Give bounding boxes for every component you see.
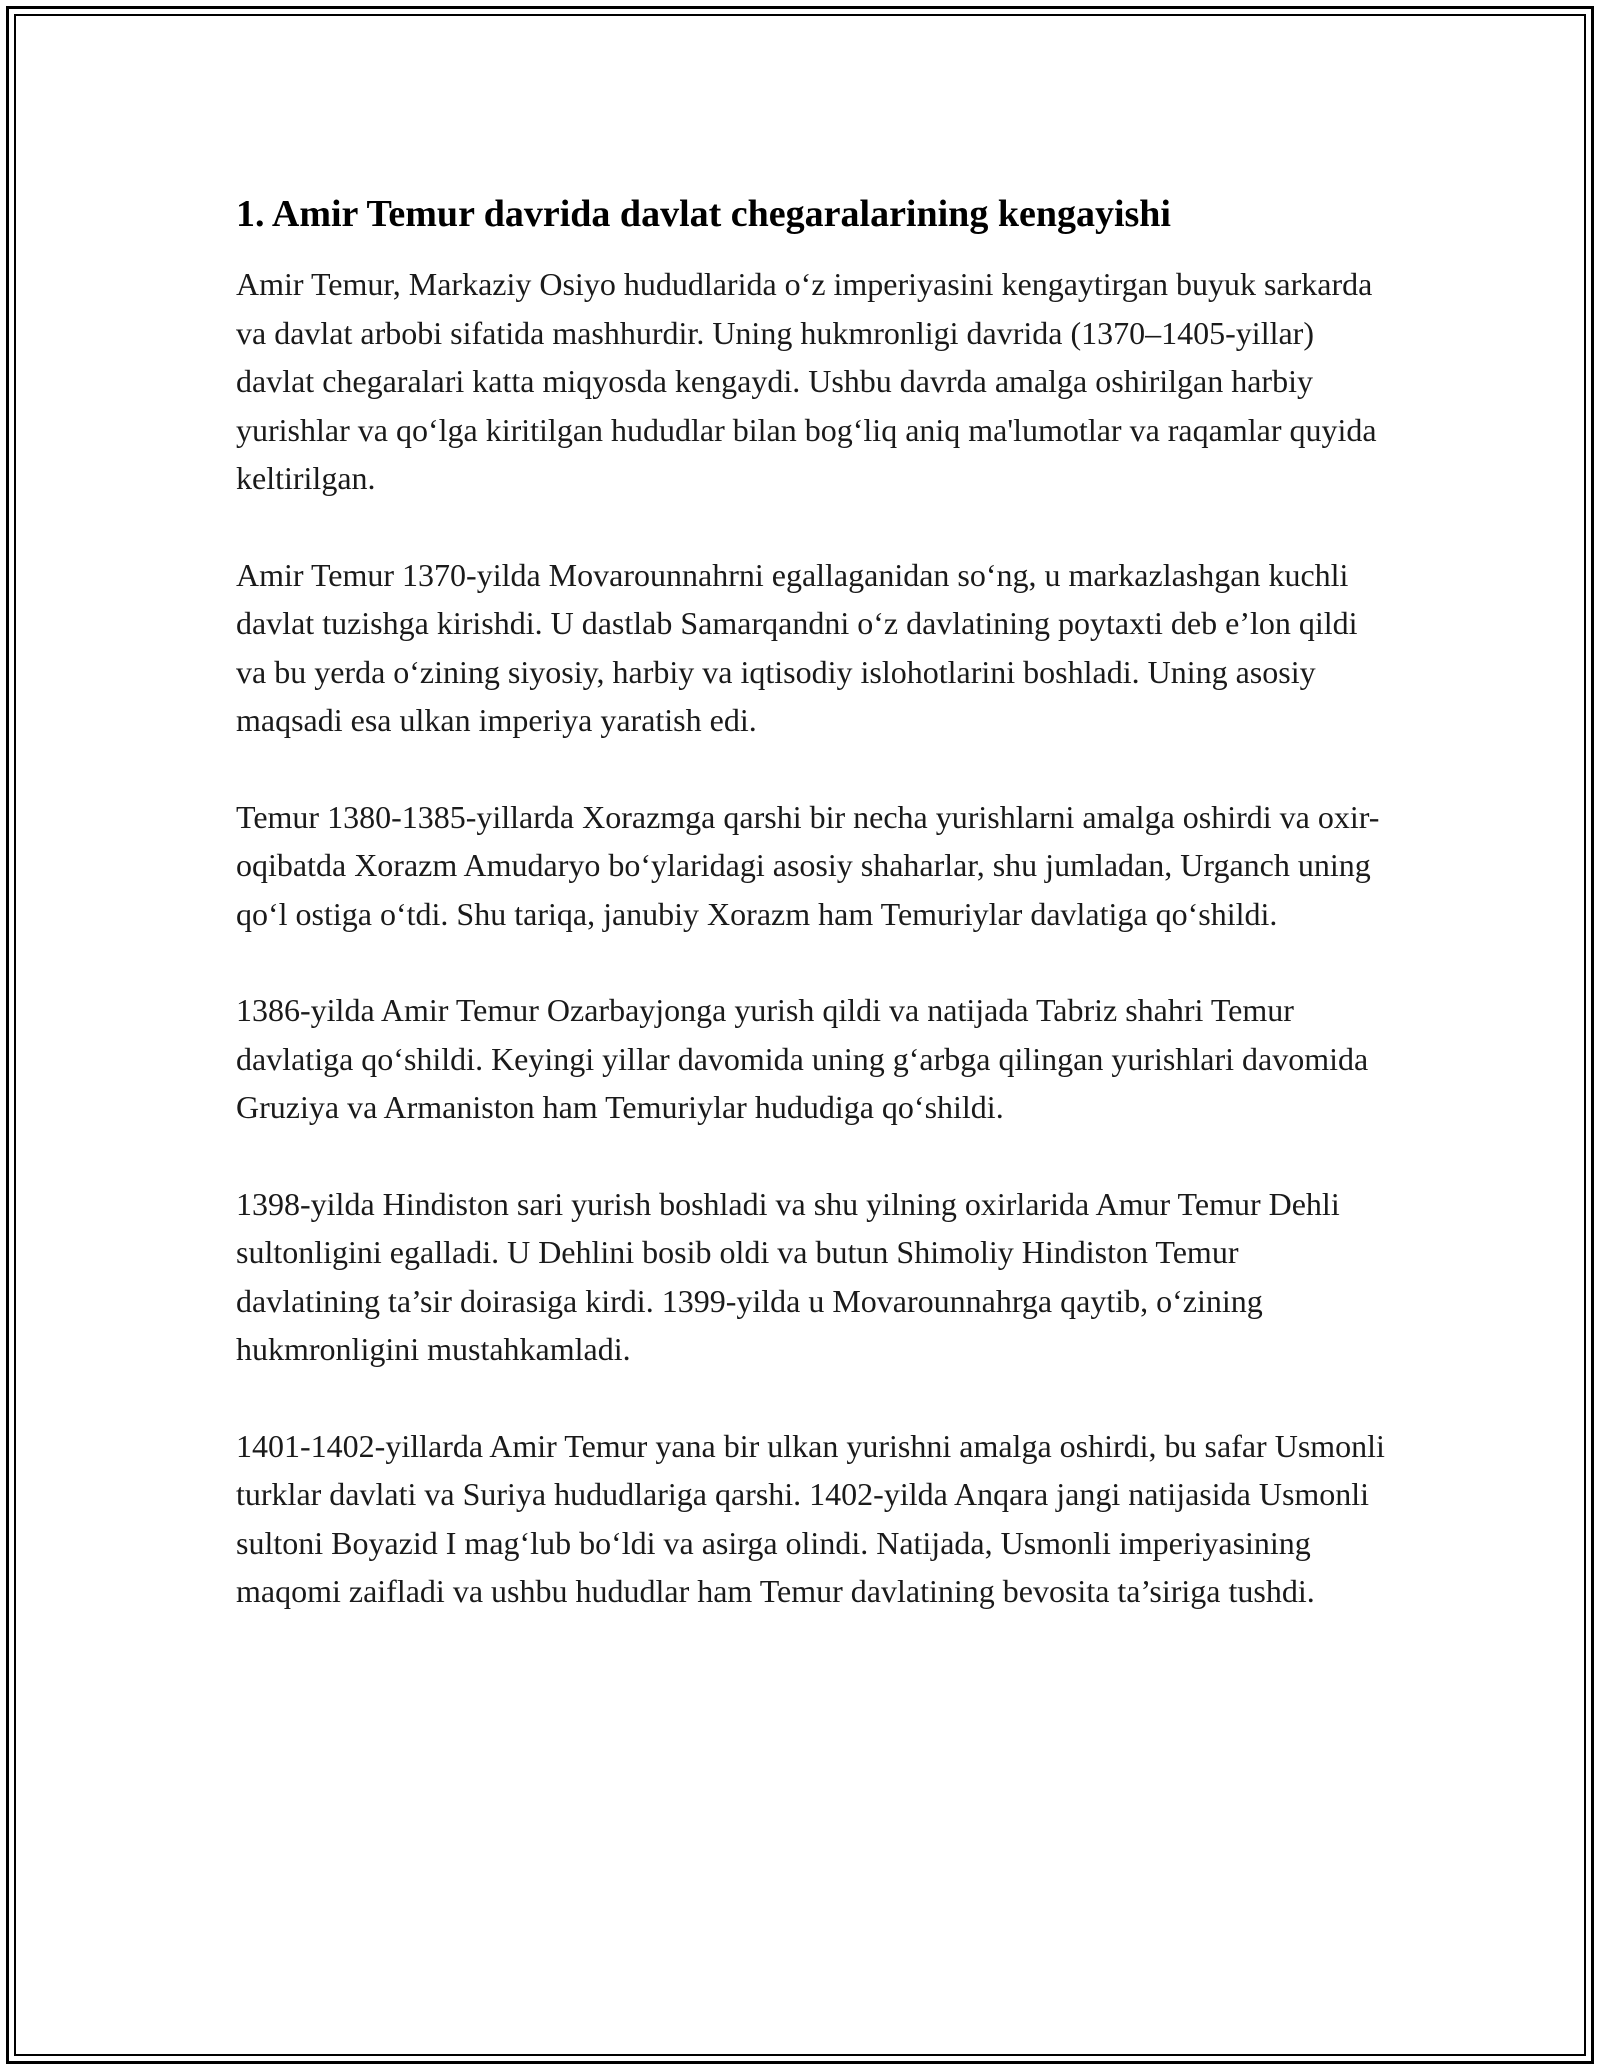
paragraph-xorazm: Temur 1380-1385-yillarda Xorazmga qarshi bir necha yurishlarni amalga oshirdi va oxir-oqibatda Xorazm Amudaryo bo‘ylaridagi asosiy shaharlar, shu jumladan, Urganch uning qo‘l ostiga o‘tdi. Shu tariqa, janubiy Xorazm ham Temuriylar davlatiga qo‘shildi.	[236, 798, 1380, 932]
paragraph-intro: Amir Temur, Markaziy Osiyo hududlarida o‘z imperiyasini kengaytirgan buyuk sarkarda va davlat arbobi sifatida mashhurdir. Uning hukmronligi davrida (1370–1405-yillar) davlat chegaralari katta miqyosda kengaydi. Ushbu davrda amalga oshirilgan harbiy yurishlar va qo‘lga kiritilgan hududlar bilan bog‘liq aniq ma'lumotlar va raqamlar quyida keltirilgan.	[236, 266, 1377, 496]
document-body	[236, 188, 1386, 1664]
paragraph-ozarbayjon: 1386-yilda Amir Temur Ozarbayjonga yurish qildi va natijada Tabriz shahri Temur davlatiga qo‘shildi. Keyingi yillar davomida uning g‘arbga qilingan yurishlari davomida Gruziya va Armaniston ham Temuriylar hududiga qo‘shildi.	[236, 992, 1369, 1125]
paragraph-1370: Amir Temur 1370-yilda Movarounnahrni egallaganidan so‘ng, u markazlashgan kuchli davlat tuzishga kirishdi. U dastlab Samarqandni o‘z davlatining poytaxti deb e’lon qildi va bu yerda o‘zining siyosiy, harbiy va iqtisodiy islohotlarini boshladi. Uning asosiy maqsadi esa ulkan imperiya yaratish edi.	[236, 556, 1358, 738]
paragraph-usmonli: 1401-1402-yillarda Amir Temur yana bir ulkan yurishni amalga oshirdi, bu safar Usmonli turklar davlati va Suriya hududlariga qarshi. 1402-yilda Anqara jangi natijasida Usmonli sultoni Boyazid I mag‘lub bo‘ldi va asirga olindi. Natijada, Usmonli imperiyasining maqomi zaifladi va ushbu hududlar ham Temur davlatining bevosita ta’siriga tushdi.	[236, 1427, 1385, 1609]
paragraph-hindiston: 1398-yilda Hindiston sari yurish boshladi va shu yilning oxirlarida Amur Temur Dehli sultonligini egalladi. U Dehlini bosib oldi va butun Shimoliy Hindiston Temur davlatining ta’sir doirasiga kirdi. 1399-yilda u Movarounnahrga qaytib, o‘zining hukmronligini mustahkamladi.	[236, 1185, 1340, 1367]
document-title: 1. Amir Temur davrida davlat chegaralarining kengayishi	[236, 193, 1171, 235]
